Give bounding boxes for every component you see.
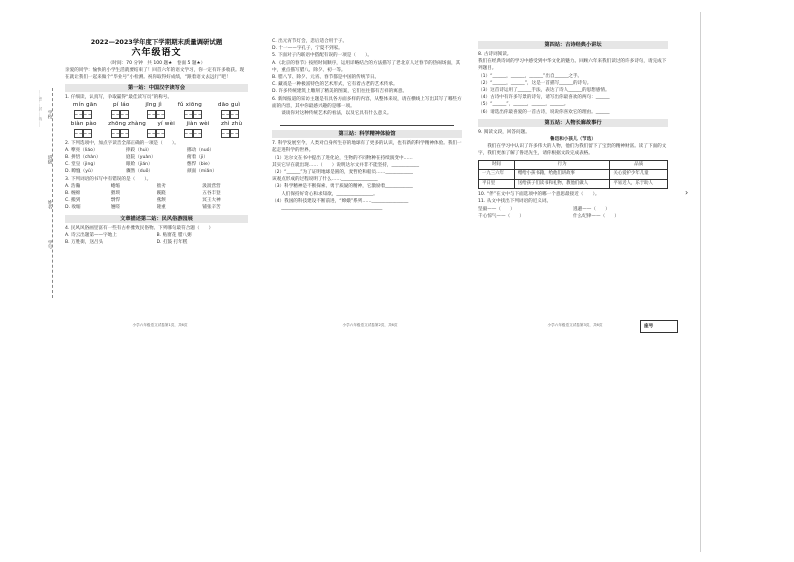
answer-table — [478, 160, 668, 190]
writing-grid-1[interactable] — [65, 110, 248, 119]
q2-text: 2. 下列选项中，加点字读音全部正确的一项是（ ）。 — [65, 140, 179, 146]
q8-line: （2）“______，______”，这是一首描写______的诗句。 — [478, 80, 592, 86]
pinyin: mín gān — [72, 101, 98, 108]
q4-text: 4. 民风风俗画里富有一些有古朴雅致民俗物。下列哪句最符合题（ ） — [65, 225, 214, 231]
pinyin: yí wèi — [157, 120, 175, 127]
column-3 — [478, 38, 668, 220]
text-line: D. 许多传统建筑上雕刻了精美的图案，它们往往都有吉祥的寓意。 — [272, 89, 408, 95]
section-1-title: 第一站：中国汉字读写会 — [65, 84, 248, 92]
answer-line[interactable] — [280, 119, 454, 126]
section-3-title: 第三站：科学精神体验馆 — [272, 130, 462, 138]
pinyin: biàn pào — [70, 120, 97, 127]
seal-line-text: ……密……封……线…… — [38, 90, 42, 128]
q2-option-b: B. 拼悟（chàn） 庭院（yuàn） 俯着（ji） — [65, 155, 208, 161]
q7-line: （2）“______”为了证明地球是圆的，麦哲伦和船员……____________ — [272, 170, 413, 176]
q8-line: 8. 古诗词阅读。 — [478, 52, 512, 57]
intro-text: 亲爱的同学：愉快的小学生活就要结束了！回首六年的语文学习，你一定有许多收获。现在就让我们一起来做个“毕业号”小检测。祝你取得好成绩，“跟着语文去远行”吧！ — [65, 68, 245, 81]
table-cell: 关心爱护少年儿童 — [610, 170, 668, 180]
pinyin: fǔ xiōng — [177, 101, 202, 108]
subject-title: 六年级语文 — [131, 48, 182, 58]
q8-line: （5）“______”，______，______，______。 — [478, 102, 569, 108]
q7-text: 7. 科学发展至今，人类对自身所生存的地球有了更多的认识，也有新的科学精神体验。我们一起走进科学的世界。 — [272, 141, 462, 154]
q2-option-d: D. 瞭恤（yǔ） 骤然（duǒ） 颜面（miǎn） — [65, 169, 217, 175]
scroll-arrow-icon: › — [685, 188, 689, 197]
section-5-title: 第五站：人物长廊故事行 — [478, 119, 668, 127]
table-row — [479, 179, 668, 189]
pinyin-row-1 — [65, 102, 248, 109]
text-line: 谈谈你对这种传统艺术的看法，以及它具有什么意义。 — [272, 111, 392, 117]
sheet-edge — [700, 12, 701, 552]
text-line: 5. 下面对子内联语中搭配有误的一项是（ ）。 — [272, 53, 373, 59]
exam-title: 2022—2023学年度下学期期末质量调研试题 — [90, 38, 223, 46]
q2-option-c: C. 堂皇（jìng） 眼睑（jián） 憋悍（bìe） — [65, 162, 213, 168]
table-row — [479, 170, 668, 180]
pinyin: dāo guì — [217, 101, 241, 108]
pinyin: jiàn wèi — [186, 120, 210, 127]
seat-number-box[interactable] — [640, 320, 678, 333]
passage-text: 我们在学习中认识了许多伟大的人物，他们为我们留下了宝贵的精神财富。读了下面的文字，我们更加了解了鲁迅先生，请你根据文段完成表格。 — [478, 144, 667, 157]
q3-option-d: D. 收缩 翘嗟 隆重 铺张辛苦 — [65, 205, 221, 211]
text-line: A.《北京的春节》按照时间顺序，运用详略结合的方法描写了老北京人过春节的热闹场面，其中，重点描写腊八、除夕、初一等。 — [272, 60, 461, 73]
synonym-row-2: 千心惊气——（ ） 什么纪律——（ ） — [478, 213, 619, 219]
section-4-title: 第四站：古诗经典小讲坛 — [478, 41, 668, 49]
q7-line: 人们保持好奇心和求知欲，________________。 — [272, 191, 378, 197]
q4-option-row-2: B. 万胜街，送吕头 D. 打鼓 打年糕 — [65, 240, 188, 246]
q3-text: 3. 下列词语的书写中有错误的是（ ）。 — [65, 176, 152, 182]
pinyin-row-2 — [65, 121, 248, 128]
page-footer-1: 小学六年级语文试卷第1页，共6页 — [132, 323, 188, 327]
table-cell: 平日里 — [479, 179, 515, 189]
table-cell: 送给孩子们读书和礼物，教他们做人 — [514, 179, 610, 189]
table-header: 品质 — [610, 160, 668, 170]
pinyin: zhì zhù — [220, 120, 243, 127]
q7-line: （3）科学精神是不断探索、勇于质疑的精神，它激励着____________ — [272, 184, 413, 190]
page-footer-2: 小学六年级语文试卷第2页，共6页 — [342, 323, 398, 327]
column-2 — [272, 38, 462, 212]
q7-line: 该观点形成的过程说明了什么……________________ — [272, 177, 378, 183]
table-header: 时间 — [479, 160, 515, 170]
table-header: 行为 — [514, 160, 610, 170]
q8-line: （4）古诗中有许多写景的诗句，请写出你最喜欢的两句：______ — [478, 95, 610, 101]
q2-option-a: A. 嘹亮（liáo） 摔跤（huì） 挪动（nuó） — [65, 147, 215, 153]
table-cell: 赠给小孩书籍，给他们讲故事 — [514, 170, 610, 180]
text-line: B. 腊八节、除夕、元宵、春节都是中国的传统节日。 — [272, 75, 380, 81]
text-line: 6. 新闻报道的采访主题是有具各方面多样的内容，从整体来说，请在横线上写出其写了哪些方面的内容，其中你最感兴趣的是哪一项。 — [272, 96, 462, 109]
binding-margin — [40, 90, 60, 290]
section-2-title: 文章描述第二站：民风俗游园展 — [65, 215, 248, 223]
page-footer-3: 小学六年级语文试卷第3页，共6页 — [547, 323, 603, 327]
passage-title: 鲁迅和小孩儿（节选） — [550, 137, 596, 143]
pinyin: zhōng zhàng — [108, 120, 147, 127]
seat-number-label: 座号 — [644, 324, 654, 329]
school-label: 学校 — [47, 110, 52, 120]
q4-option-row-1: A. 诗云出题第——字地上 B. 贴窗花 腊八粥 — [65, 232, 192, 238]
number-label: 学号 — [47, 240, 52, 250]
q3-option-c: C. 搬到 剽悍 燕颔 冥王大神 — [65, 198, 221, 204]
q3-option-a: A. 浩瀚 蜷缩 拙劣 汲汲营营 — [65, 183, 221, 189]
q8-line: （6）请选出你最喜爱的一首古诗，说说你喜欢它的理由。______ — [478, 109, 610, 115]
pinyin: pí láo — [113, 101, 130, 108]
q3-option-b: B. 缠绵 猥琐 蹊跷 五谷丰登 — [65, 191, 221, 197]
q7-line: （1）达尔文在书中提出了进化论，生物的不同物种在持续演变中…… — [272, 155, 413, 161]
q10-text: 10. “伴”在文中与下面选项中的哪一个意思最接近（ ）。 — [478, 192, 600, 198]
q8-line: （3）这首诗运用了______手法，表达了诗人______的思想感情。 — [478, 88, 610, 94]
q7-line: 其实它早在就出现……（ ）说明达尔文并非不能坚持，____________ — [272, 162, 420, 168]
q1-text: 1. 仔细读，认真写，争取赢得“最佳读写员”的称号。 — [65, 95, 173, 101]
writing-grid-2[interactable] — [65, 129, 248, 138]
pinyin: jīng jì — [145, 101, 162, 108]
name-label: 姓名 — [47, 200, 52, 210]
class-label: 班级 — [47, 155, 52, 165]
q7-line: （4）我国的科技建设不断前进，“嫦娥”系列……________________ — [272, 198, 409, 204]
exam-meta: （时间：70 分钟 共 100 题★ 卷面 5 题★） — [107, 61, 206, 66]
q8-line: （1）“______，______，______”出自______之手。 — [478, 73, 583, 79]
q9-text: 9. 阅读文段，回答问题。 — [478, 129, 530, 135]
synonym-row-1: 坚毅——（ ） 逃避——（ ） — [478, 206, 610, 212]
text-line: D. 十一——字孔子，宁夏不到家。 — [272, 46, 343, 52]
column-1 — [65, 38, 248, 246]
table-cell: 平易近人，乐于助人 — [610, 179, 668, 189]
table-cell: 一九三六年 — [479, 170, 515, 180]
q8-line: 我们在经典诗词的学习中感受到中华文化的魅力。回顾六年来我们读过的许多诗句，请完成下列题目。 — [478, 59, 667, 72]
text-line: C. 藏戏是一种极富特色的艺术形式，它有着古老的艺术传承。 — [272, 82, 398, 88]
q7-line: ____________________________________________ — [272, 206, 383, 212]
text-line: C. 出元宵节灯会，悲后适合用于子。 — [272, 39, 348, 44]
q11-text: 11. 从文中找出下列词语的近义词。 — [478, 199, 552, 205]
